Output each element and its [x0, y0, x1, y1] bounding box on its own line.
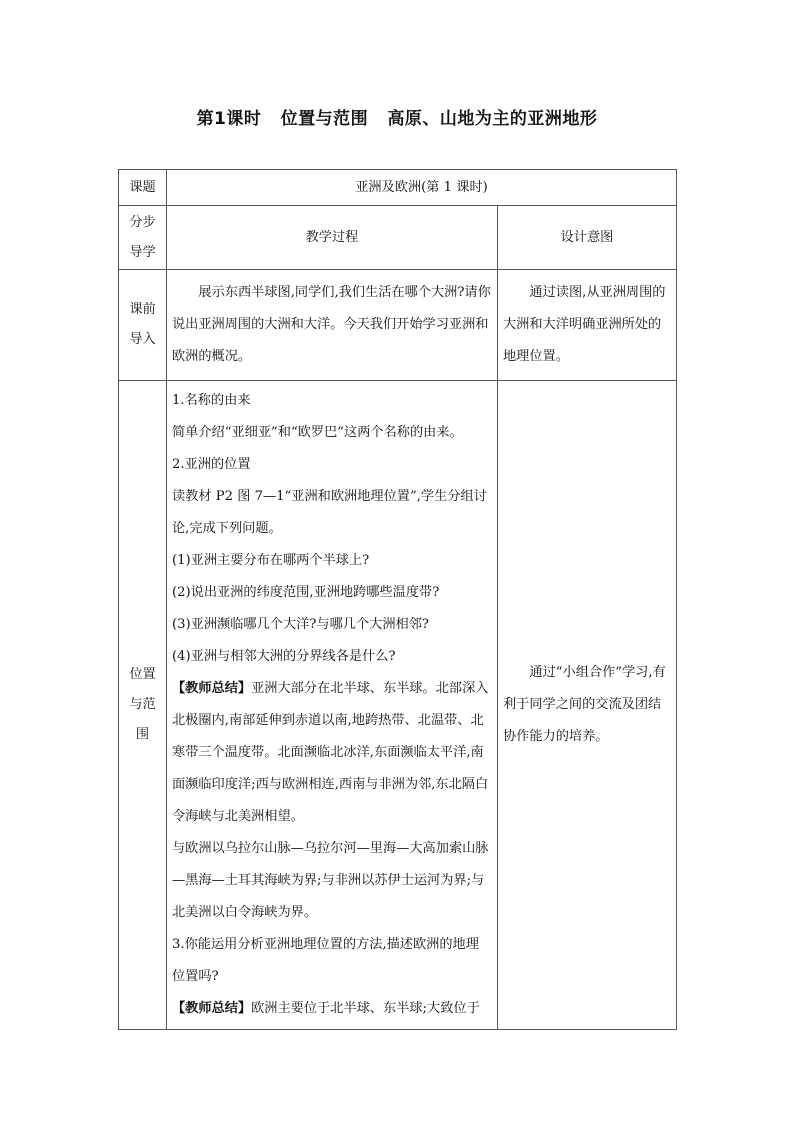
- row-position: [119, 381, 677, 1030]
- intro-design: 通过读图,从亚洲周围的大洲和大洋明确亚洲所处的地理位置。: [498, 270, 677, 381]
- question-3: 3.你能运用分析亚洲地理位置的方法,描述欧洲的地理位置吗?: [172, 937, 479, 984]
- page-title: [0, 104, 794, 129]
- process-line: 2.亚洲的位置: [172, 457, 251, 472]
- lesson-plan-table: [118, 169, 677, 1030]
- intro-label: 课前 导入: [119, 270, 167, 381]
- topic-value: 亚洲及欧洲(第 1 课时): [167, 170, 677, 206]
- title-subtopic: 高原、山地为主的亚洲地形: [387, 109, 598, 129]
- process-line: 简单介绍“亚细亚”和“欧罗巴”这两个名称的由来。: [172, 425, 463, 440]
- position-label: 位置 与范 围: [119, 381, 167, 1030]
- position-design: 通过“小组合作”学习,有利于同学之间的交流及团结协作能力的培养。: [498, 381, 677, 1030]
- intro-process: 展示东西半球图,同学们,我们生活在哪个大洲?请你说出亚洲周围的大洲和大洋。今天我们开始学习亚洲和欧洲的概况。: [167, 270, 498, 381]
- col-design-header: 设计意图: [498, 206, 677, 270]
- process-line: (1)亚洲主要分布在哪两个半球上?: [172, 553, 370, 568]
- teacher-summary-2: 【教师总结】欧洲主要位于北半球、东半球;大致位于: [172, 1001, 480, 1016]
- process-line: 1.名称的由来: [172, 393, 251, 408]
- process-line: 读教材 P2 图 7—1“亚洲和欧洲地理位置”,学生分组讨论,完成下列问题。: [172, 489, 487, 536]
- process-line: (3)亚洲濒临哪几个大洋?与哪几个大洲相邻?: [172, 617, 430, 632]
- process-line: (2)说出亚洲的纬度范围,亚洲地跨哪些温度带?: [172, 585, 440, 600]
- topic-label: 课题: [119, 170, 167, 206]
- row-intro: [119, 270, 677, 381]
- position-process: [167, 381, 498, 1030]
- process-line: (4)亚洲与相邻大洲的分界线各是什么?: [172, 649, 396, 664]
- summary-tag: 【教师总结】: [172, 681, 252, 696]
- boundary-text: 与欧洲以乌拉尔山脉—乌拉尔河—里海—大高加索山脉—黑海—土耳其海峡为界;与非洲以苏伊士运河为界;与北美洲以白令海峡为界。: [172, 841, 489, 920]
- teacher-summary-1: 【教师总结】亚洲大部分在北半球、东半球。北部深入北极圈内,南部延伸到赤道以南,地跨热带、北温带、北寒带三个温度带。北面濒临北冰洋,东面濒临太平洋,南面濒临印度洋;西与欧洲相连,西南与非洲为邻,东北隔白令海峡与北美洲相望。: [172, 681, 489, 824]
- row-header: [119, 206, 677, 270]
- title-lesson: 第1课时: [196, 109, 262, 129]
- steps-label: 分步 导学: [119, 206, 167, 270]
- title-topic: 位置与范围: [280, 109, 369, 129]
- summary-tag: 【教师总结】: [172, 1001, 252, 1016]
- row-topic: [119, 170, 677, 206]
- col-process-header: 教学过程: [167, 206, 498, 270]
